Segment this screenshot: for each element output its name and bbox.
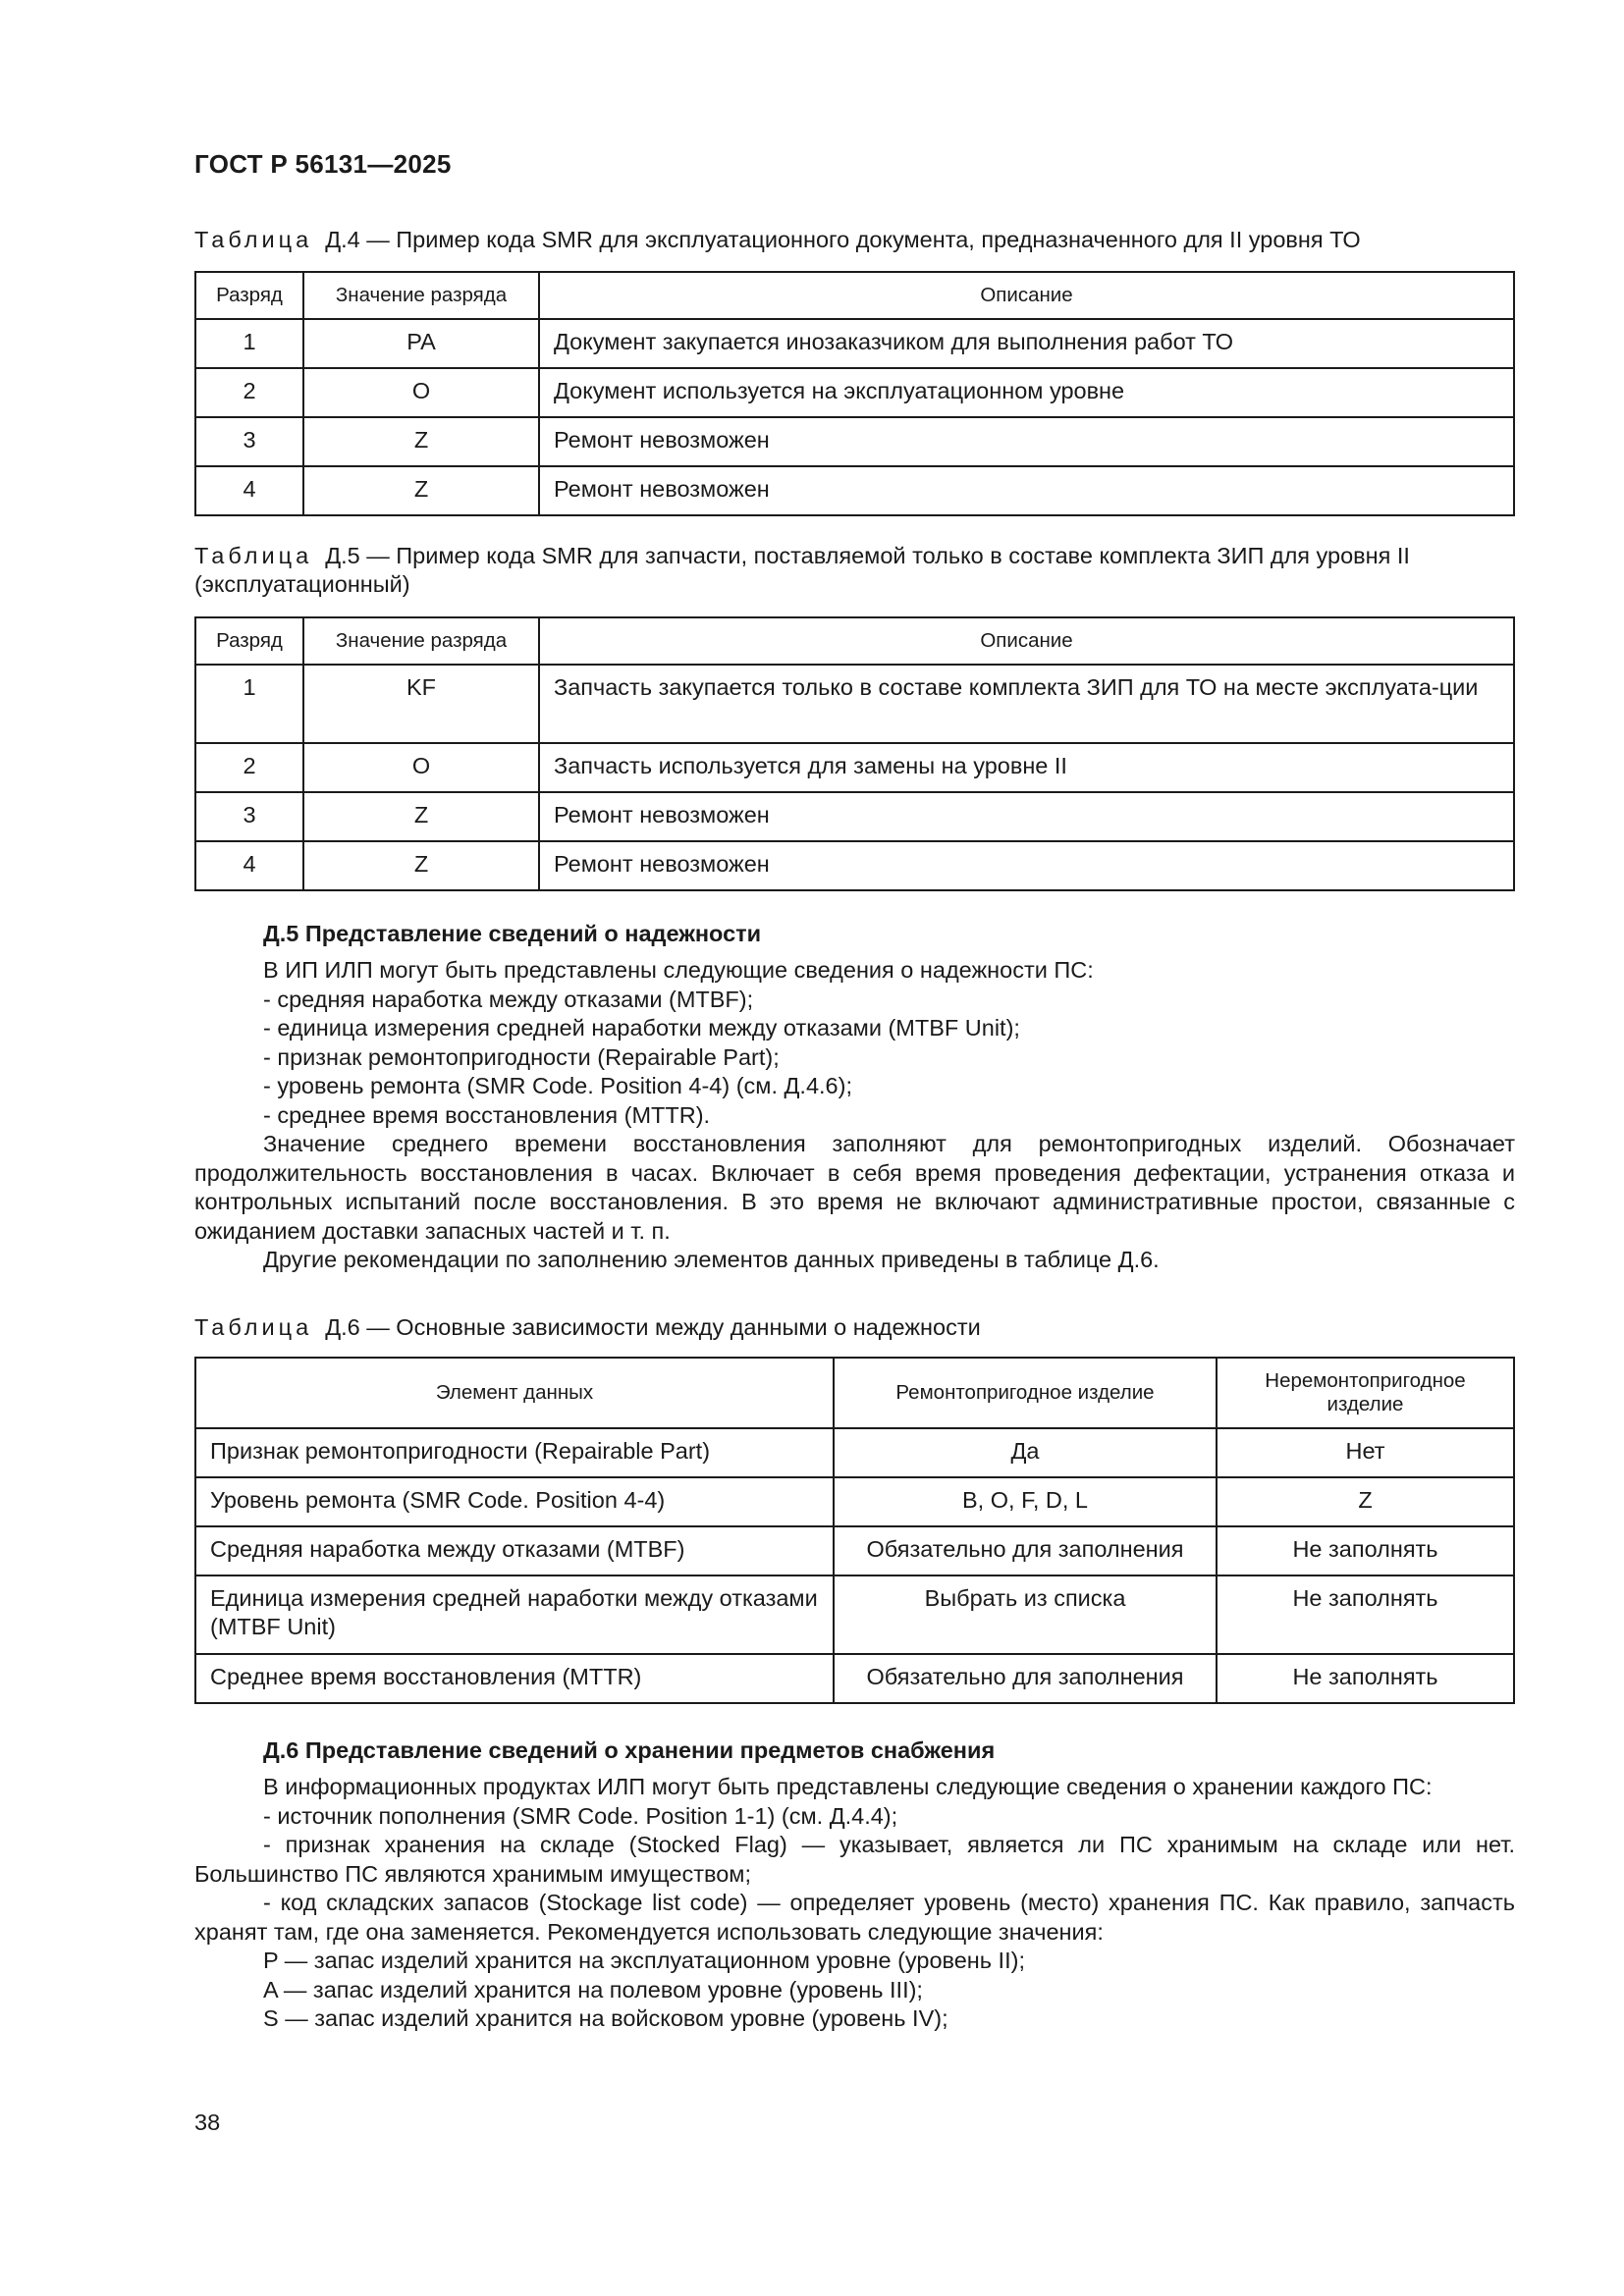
table-cell: Ремонт невозможен: [539, 792, 1514, 841]
section5-title: Д.5 Представление сведений о надежности: [263, 921, 762, 946]
table-cell: Ремонт невозможен: [539, 841, 1514, 890]
table-cell: Среднее время восстановления (MTTR): [195, 1654, 834, 1703]
table-cell: Не заполнять: [1217, 1575, 1514, 1654]
table6: [194, 1357, 1515, 1704]
list-item: - среднее время восстановления (MTTR).: [263, 1101, 711, 1128]
table-header-cell: Описание: [539, 617, 1514, 665]
table5-caption-word: Таблица: [194, 543, 313, 568]
table-cell: Ремонт невозможен: [539, 466, 1514, 515]
list-item: P — запас изделий хранится на эксплуатационном уровне (уровень II);: [263, 1948, 1025, 1973]
table-cell: 1: [195, 665, 303, 743]
section5-body: [194, 956, 1515, 1275]
table-cell: Признак ремонтопригодности (Repairable Part): [195, 1428, 834, 1477]
table4-caption-text: Д.4 — Пример кода SMR для эксплуатационного документа, предназначенного для II уровня ТО: [325, 227, 1361, 252]
table-cell: 3: [195, 792, 303, 841]
table-cell: Ремонт невозможен: [539, 417, 1514, 466]
table-header-cell: Ремонтопригодное изделие: [834, 1358, 1217, 1428]
table-cell: 4: [195, 841, 303, 890]
section5-paragraph: Другие рекомендации по заполнению элементов данных приведены в таблице Д.6.: [263, 1247, 1160, 1272]
table-row: [195, 841, 1514, 890]
list-item: - признак ремонтопригодности (Repairable Part);: [263, 1043, 780, 1070]
table-header-cell: Значение разряда: [303, 617, 539, 665]
table6-caption-text: Д.6 — Основные зависимости между данными о надежности: [325, 1314, 981, 1340]
table-header-cell: Значение разряда: [303, 272, 539, 319]
section6-intro: В информационных продуктах ИЛП могут быть представлены следующие сведения о хранении каждого ПС:: [263, 1774, 1433, 1799]
table-cell: Уровень ремонта (SMR Code. Position 4-4): [195, 1477, 834, 1526]
list-item: - признак хранения на складе (Stocked Flag) — указывает, является ли ПС хранимым на складе или нет. Большинство ПС являются хранимым имуществом;: [194, 1832, 1515, 1887]
table-cell: KF: [303, 665, 539, 743]
table-header-cell: Неремонтопригодное изделие: [1217, 1358, 1514, 1428]
table-cell: Документ закупается инозаказчиком для выполнения работ ТО: [539, 319, 1514, 368]
table-cell: Z: [303, 466, 539, 515]
table-row: [195, 417, 1514, 466]
table-cell: Единица измерения средней наработки между отказами (MTBF Unit): [195, 1575, 834, 1654]
section6-body: [194, 1773, 1515, 2034]
table-cell: Z: [1217, 1477, 1514, 1526]
table-cell: O: [303, 368, 539, 417]
table-cell: Обязательно для заполнения: [834, 1654, 1217, 1703]
table-row: [195, 1654, 1514, 1703]
table-cell: Не заполнять: [1217, 1654, 1514, 1703]
section5-paragraph: Значение среднего времени восстановления заполняют для ремонтопригодных изделий. Обозначает продолжительность восстановления в часах. Включает в себя время проведения дефектации, устранения отказа и контрольных испытаний после восстановления. В это время не включают административные простои, связанные с ожиданием доставки запасных частей и т. п.: [194, 1131, 1515, 1244]
table-cell: Выбрать из списка: [834, 1575, 1217, 1654]
table-row: [195, 1477, 1514, 1526]
table6-caption-word: Таблица: [194, 1314, 313, 1340]
list-item: - единица измерения средней наработки между отказами (MTBF Unit);: [263, 1015, 1020, 1041]
table4-caption-word: Таблица: [194, 227, 313, 252]
table-cell: Запчасть используется для замены на уровне II: [539, 743, 1514, 792]
table-row: [195, 1575, 1514, 1654]
table4-caption: [194, 226, 1515, 254]
document-header: ГОСТ Р 56131—2025: [194, 149, 452, 179]
table-cell: Z: [303, 841, 539, 890]
table-cell: Z: [303, 417, 539, 466]
table-header-cell: Элемент данных: [195, 1358, 834, 1428]
table-row: [195, 743, 1514, 792]
table5-caption-text: Д.5 — Пример кода SMR для запчасти, поставляемой только в составе комплекта ЗИП для уровня II (эксплуатационный): [194, 543, 1410, 597]
list-item: - уровень ремонта (SMR Code. Position 4-4) (см. Д.4.6);: [263, 1073, 852, 1098]
section5-intro: В ИП ИЛП могут быть представлены следующие сведения о надежности ПС:: [263, 957, 1094, 983]
table-cell: PA: [303, 319, 539, 368]
table-row: [195, 319, 1514, 368]
table-cell: Документ используется на эксплуатационном уровне: [539, 368, 1514, 417]
table-row: [195, 792, 1514, 841]
table-cell: O: [303, 743, 539, 792]
table-row: [195, 466, 1514, 515]
table-cell: 2: [195, 368, 303, 417]
table-header-cell: Разряд: [195, 617, 303, 665]
list-item: A — запас изделий хранится на полевом уровне (уровень III);: [263, 1976, 923, 2002]
table-row: [195, 368, 1514, 417]
list-item: - средняя наработка между отказами (MTBF);: [263, 986, 754, 1012]
table-cell: Средняя наработка между отказами (MTBF): [195, 1526, 834, 1575]
table-cell: Z: [303, 792, 539, 841]
table-cell: Не заполнять: [1217, 1526, 1514, 1575]
table-row: [195, 1428, 1514, 1477]
table-cell: 2: [195, 743, 303, 792]
table-cell: 3: [195, 417, 303, 466]
table5-caption: [194, 542, 1515, 599]
table-row: [195, 665, 1514, 743]
table5-header-row: [195, 617, 1514, 665]
table-cell: Обязательно для заполнения: [834, 1526, 1217, 1575]
table4-header-row: [195, 272, 1514, 319]
table4: [194, 271, 1515, 516]
table6-caption: [194, 1313, 1515, 1342]
table6-header-row: [195, 1358, 1514, 1428]
section6-title: Д.6 Представление сведений о хранении предметов снабжения: [263, 1737, 996, 1763]
table-cell: Да: [834, 1428, 1217, 1477]
table-row: [195, 1526, 1514, 1575]
table-cell: B, O, F, D, L: [834, 1477, 1217, 1526]
table-header-cell: Описание: [539, 272, 1514, 319]
table-cell: 4: [195, 466, 303, 515]
list-item: S — запас изделий хранится на войсковом уровне (уровень IV);: [263, 2005, 948, 2031]
list-item: - код складских запасов (Stockage list code) — определяет уровень (место) хранения ПС. Как правило, запчасть хранят там, где она заменяется. Рекомендуется использовать следующие значения:: [194, 1890, 1515, 1945]
page-number: 38: [194, 2109, 221, 2135]
table5: [194, 616, 1515, 891]
table-cell: Нет: [1217, 1428, 1514, 1477]
table-header-cell: Разряд: [195, 272, 303, 319]
table-cell: 1: [195, 319, 303, 368]
table-cell: Запчасть закупается только в составе комплекта ЗИП для ТО на месте эксплуата-ции: [539, 665, 1514, 743]
list-item: - источник пополнения (SMR Code. Position 1-1) (см. Д.4.4);: [263, 1802, 898, 1829]
